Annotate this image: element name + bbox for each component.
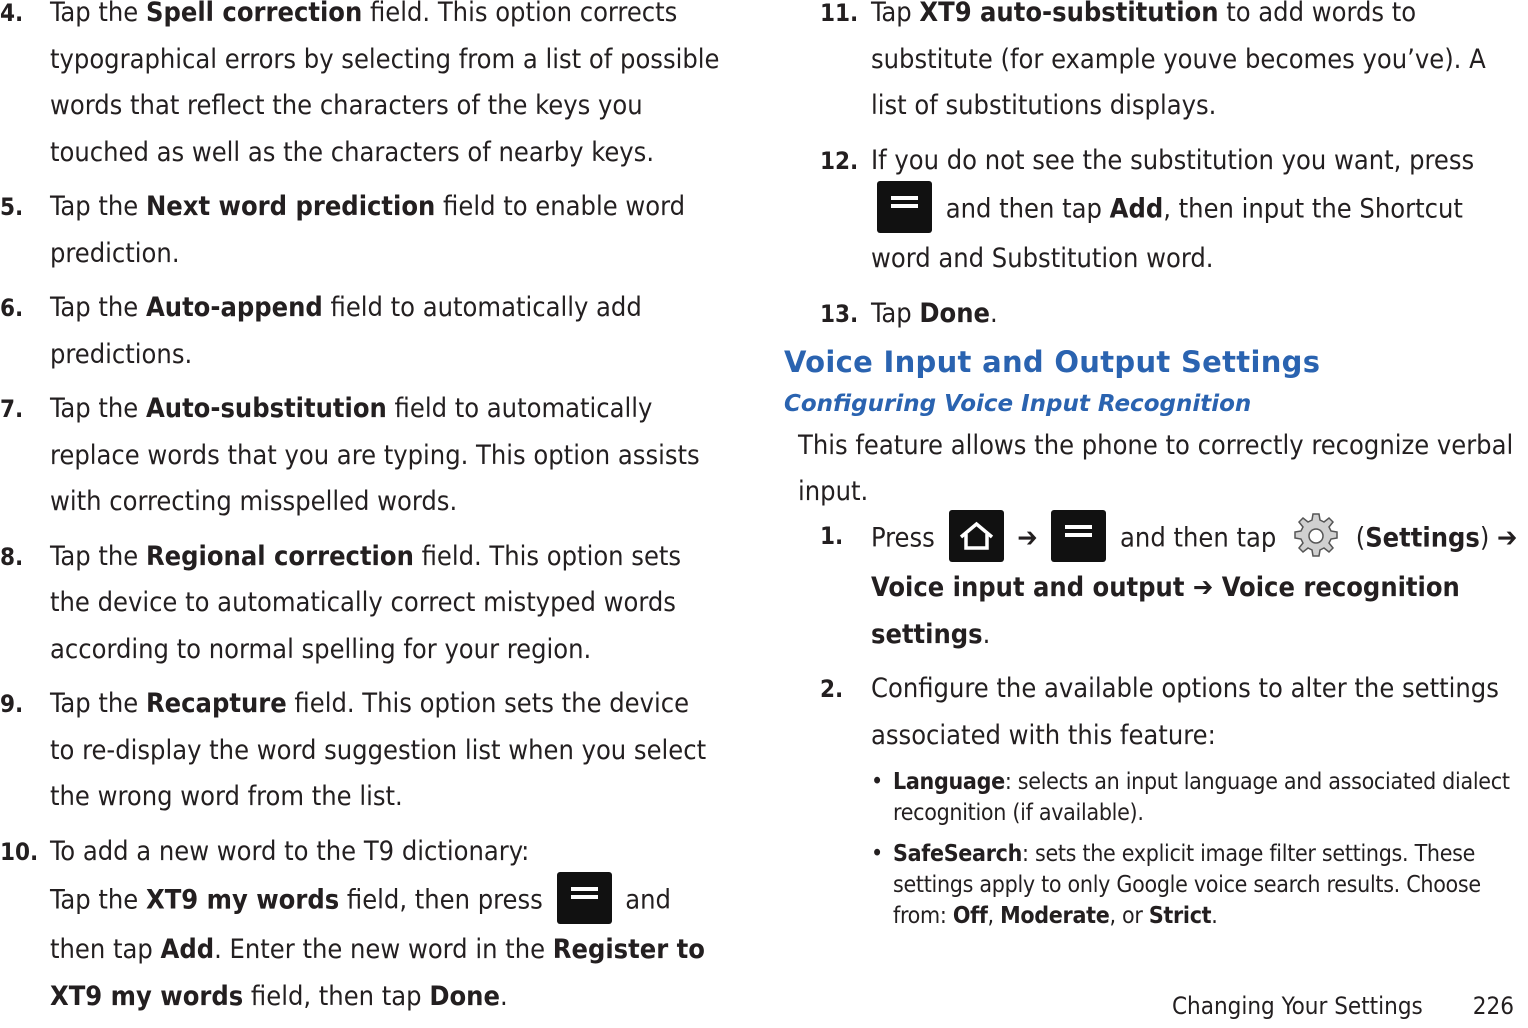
procedure-step-list <box>784 513 1528 759</box>
bold-term: XT9 my words <box>145 884 340 916</box>
step-number: 10. <box>0 837 39 866</box>
bold-term: Add <box>1109 193 1164 225</box>
bold-term: Done <box>429 980 500 1012</box>
text-run: Tap <box>871 0 920 28</box>
text-run: , or <box>1109 903 1149 929</box>
option-bullet <box>871 839 1528 932</box>
bullet-dot: • <box>871 841 883 867</box>
page-number: 226 <box>1472 992 1514 1020</box>
bold-term: Spell correction <box>145 0 363 28</box>
text-run: Tap the <box>50 540 146 572</box>
bold-term: Regional correction <box>145 540 414 572</box>
menu-key-icon <box>877 181 932 233</box>
text-run: field, then press <box>339 884 551 916</box>
bold-term: Voice input and output <box>871 572 1185 603</box>
text-run: field to automatically replace words that you are typing. This option assists with correcting misspelled words. <box>50 393 700 517</box>
text-run: . <box>499 980 508 1012</box>
step-text <box>871 666 1528 759</box>
home-key-icon <box>949 510 1004 562</box>
text-run: Tap the <box>50 884 146 916</box>
text-run: . <box>982 618 991 650</box>
step-text <box>50 386 720 526</box>
menu-key-icon <box>1051 510 1106 562</box>
page-footer <box>1172 992 1514 1020</box>
option-bullet-list <box>784 767 1528 932</box>
bullet-text <box>893 839 1528 932</box>
step-text <box>871 138 1528 283</box>
text-run: Tap the <box>50 191 146 222</box>
bold-term: Voice recognition settings <box>871 572 1460 650</box>
intro-text: This feature allows the phone to correctly recognize verbal input. <box>798 430 1514 507</box>
text-run: If you do not see the substitution you want, press <box>871 144 1475 176</box>
step-item <box>784 513 1528 658</box>
text-run: field, then tap <box>243 980 430 1012</box>
text-run: : selects an input language and associated dialect recognition (if available). <box>893 769 1510 826</box>
step-item <box>784 0 1528 130</box>
text-run: to add words to substitute (for example youve becomes you’ve). A list of substitutions displays. <box>871 0 1486 121</box>
step-text <box>50 184 720 277</box>
bold-term: Off <box>952 903 988 929</box>
bold-term: SafeSearch <box>893 841 1023 867</box>
bold-term: Recapture <box>145 688 287 719</box>
option-bullet <box>871 767 1528 829</box>
step-number: 12. <box>820 146 859 175</box>
step-item <box>0 534 720 674</box>
step-text <box>50 285 720 378</box>
bold-term: ➔ <box>1184 572 1222 603</box>
text-run: , <box>987 903 1001 929</box>
bold-term: Auto-substitution <box>145 393 387 424</box>
text-run: Tap the <box>50 688 146 719</box>
text-run: To add a new word to the T9 dictionary: <box>50 835 530 867</box>
section-title: Voice Input and Output Settings <box>784 345 1321 379</box>
step-number: 9. <box>0 690 24 718</box>
bold-term: Language <box>893 769 1005 795</box>
bold-term: XT9 auto-substitution <box>919 0 1219 28</box>
step-item <box>0 285 720 378</box>
text-run: Tap the <box>50 292 146 323</box>
text-run: Tap the <box>50 393 146 424</box>
step-text <box>871 291 1528 338</box>
bold-term: Next word prediction <box>145 191 436 222</box>
right-step-list <box>784 0 1528 337</box>
step-text <box>50 534 720 674</box>
bold-term: Add <box>160 934 215 965</box>
step-item <box>0 386 720 526</box>
step-text <box>871 513 1528 658</box>
text-run: ) ➔ <box>1479 522 1518 554</box>
text-run: and then tap <box>1112 522 1284 554</box>
step-text <box>871 0 1528 130</box>
step-number: 5. <box>0 193 24 221</box>
text-run: Press <box>871 522 943 554</box>
step-number: 4. <box>0 0 24 27</box>
step-number: 7. <box>0 395 24 423</box>
text-run: Tap the <box>50 0 146 28</box>
text-run: ➔ <box>1009 522 1046 554</box>
step-item <box>0 681 720 821</box>
text-run: Configure the available options to alter the settings associated with this feature: <box>871 673 1499 751</box>
text-run: , then input the Shortcut word and Substitution word. <box>871 193 1463 274</box>
step-number: 2. <box>820 675 844 703</box>
step-number: 6. <box>0 294 24 322</box>
bold-term: Done <box>919 297 991 329</box>
right-column <box>784 0 1528 942</box>
step-item <box>784 138 1528 283</box>
bullet-text <box>893 767 1528 829</box>
text-run: . Enter the new word in the <box>214 934 553 965</box>
step-item <box>784 666 1528 759</box>
text-run: and then tap <box>938 193 1110 225</box>
text-run: ( <box>1347 522 1366 554</box>
bold-term: Moderate <box>1000 903 1110 929</box>
text-run: field. This option sets the device to automatically correct mistyped words according to normal spelling for your region. <box>50 540 682 665</box>
footer-section-name: Changing Your Settings <box>1171 992 1423 1020</box>
step-number: 1. <box>820 522 844 550</box>
text-run: and then tap <box>50 884 671 965</box>
step-item <box>784 291 1528 338</box>
text-run: field to enable word prediction. <box>50 191 686 269</box>
subsection-title: Configuring Voice Input Recognition <box>784 391 1252 417</box>
bold-term: Auto-append <box>145 292 323 323</box>
text-run: Tap <box>871 297 920 329</box>
text-run: field to automatically add predictions. <box>50 292 642 370</box>
step-text <box>50 0 720 176</box>
text-run: . <box>1211 903 1218 929</box>
settings-gear-icon <box>1290 510 1342 562</box>
bold-term: Register to XT9 my words <box>50 934 705 1012</box>
left-column <box>0 0 720 1028</box>
step-item <box>0 184 720 277</box>
step-text <box>50 681 720 821</box>
text-run: field. This option sets the device to re-display the word suggestion list when you select the wrong word from the list. <box>50 688 707 812</box>
step-number: 11. <box>820 0 859 27</box>
menu-key-icon <box>557 872 612 924</box>
step-number: 13. <box>820 299 859 328</box>
text-run: . <box>990 297 998 329</box>
bold-term: Settings <box>1365 522 1480 554</box>
text-run: field. This option corrects typographical errors by selecting from a list of possible words that reflect the characters of the keys you touched as well as the characters of nearby keys. <box>50 0 720 168</box>
step-item <box>0 829 720 1021</box>
step-item <box>0 0 720 176</box>
bold-term: Strict <box>1148 903 1212 929</box>
left-step-list <box>0 0 720 1020</box>
bullet-dot: • <box>871 769 883 795</box>
step-text <box>50 829 720 1021</box>
text-run: : sets the explicit image filter settings. These settings apply to only Google voice search results. Choose from: <box>893 841 1481 929</box>
step-number: 8. <box>0 542 24 571</box>
